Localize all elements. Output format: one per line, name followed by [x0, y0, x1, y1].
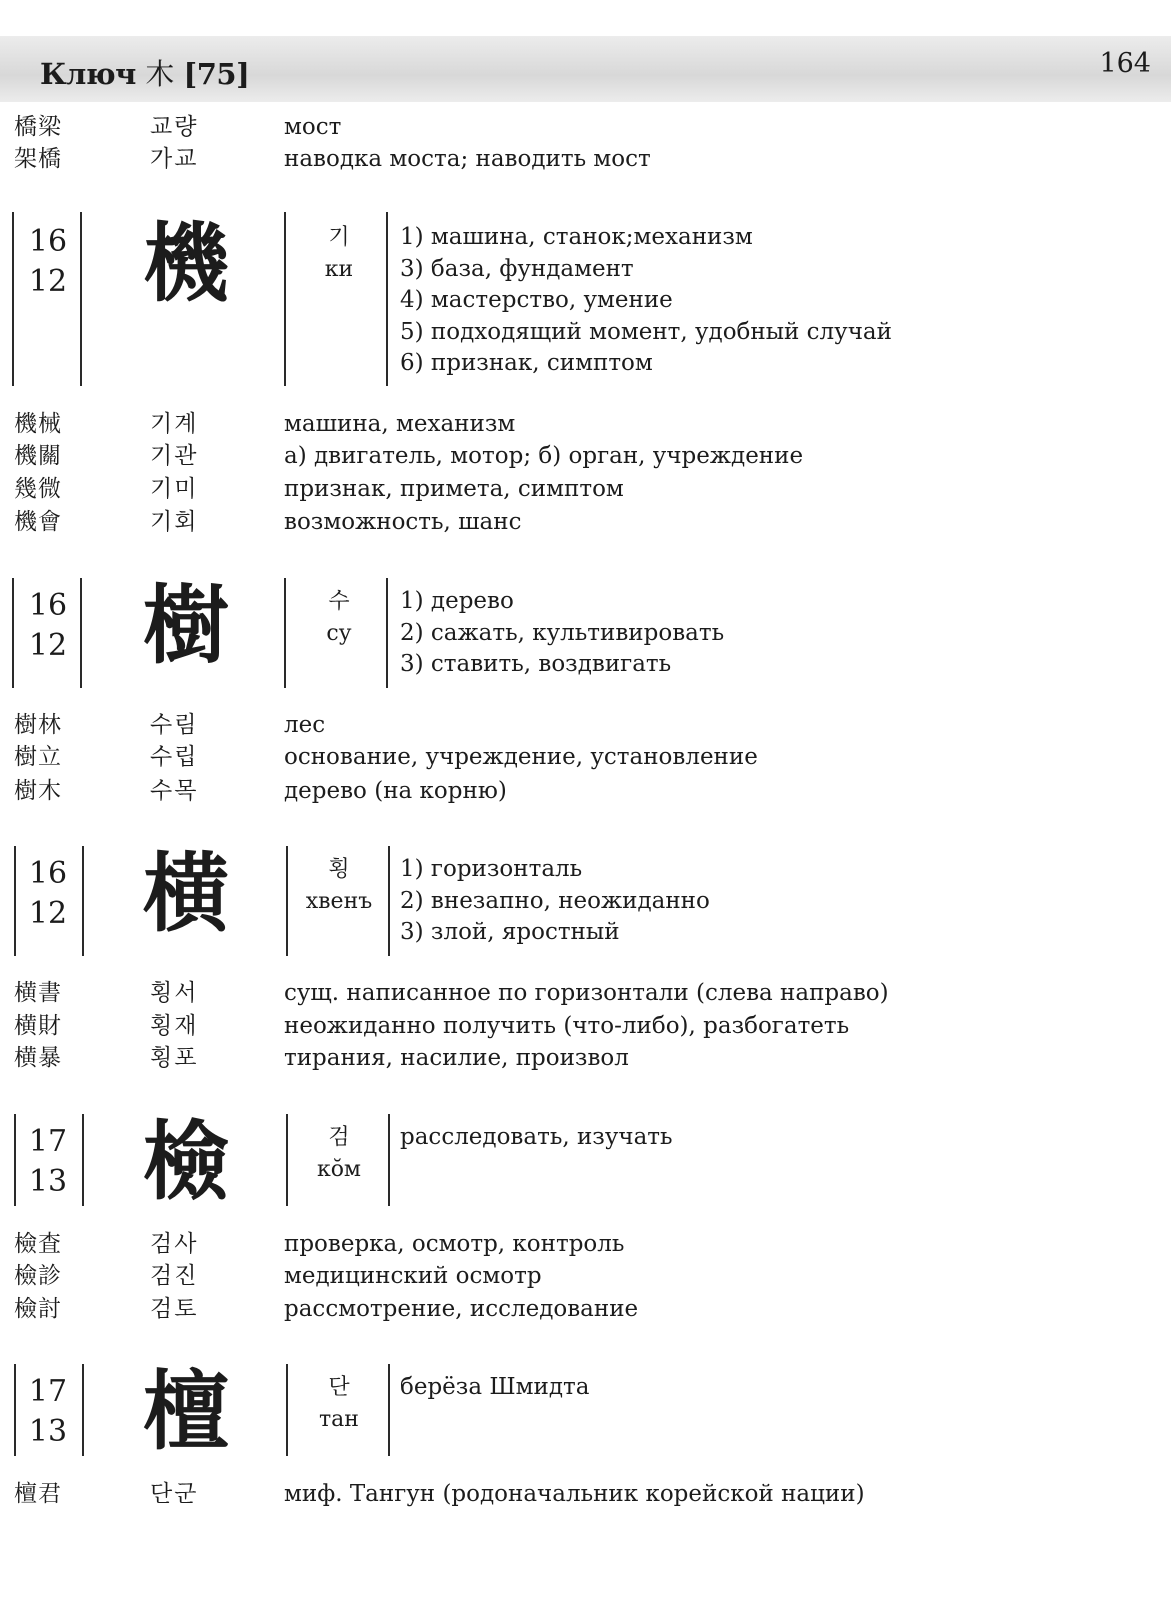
page-header: [0, 36, 1171, 102]
extra-strokes: 12: [28, 628, 68, 663]
compound-translation: основание, учреждение, установление: [284, 744, 758, 770]
compound-translation: неожиданно получить (что-либо), разбогатеть: [284, 1013, 850, 1039]
compound-hangul: 기회: [150, 509, 199, 535]
head-character: 檀: [143, 1362, 229, 1462]
divider: [80, 212, 82, 386]
extra-strokes: 12: [28, 264, 68, 299]
divider: [284, 212, 286, 386]
divider: [82, 1364, 84, 1456]
character-entry: [0, 1112, 1171, 1212]
extra-strokes: 13: [28, 1414, 68, 1449]
reading-cyrillic: кŏм: [316, 1157, 362, 1182]
head-character: 檢: [143, 1112, 229, 1212]
divider: [14, 1364, 16, 1456]
compound-hangul: 검진: [150, 1263, 199, 1289]
compound-hangul: 기관: [150, 443, 199, 469]
meaning-item: 3) ставить, воздвигать: [400, 651, 672, 677]
compound-hangul: 수림: [150, 712, 199, 738]
reading-hangul: 수: [328, 589, 350, 614]
divider: [386, 578, 388, 688]
divider: [284, 578, 286, 688]
reading-cyrillic: су: [326, 621, 352, 646]
meaning-item: 1) машина, станок;механизм: [400, 224, 753, 250]
reading-hangul: 검: [328, 1125, 350, 1150]
compound-hangul: 횡포: [150, 1045, 199, 1071]
meanings-list: [400, 1122, 673, 1154]
divider: [386, 212, 388, 386]
meanings-list: [400, 854, 710, 949]
divider: [82, 1114, 84, 1206]
meaning-item: расследовать, изучать: [400, 1124, 673, 1150]
compound-translation: тирания, насилие, произвол: [284, 1045, 629, 1071]
compound-hanja: 横財: [14, 1013, 62, 1039]
divider: [14, 1114, 16, 1206]
compound-hanja: 橋梁: [14, 114, 62, 140]
compound-translation: сущ. написанное по горизонтали (слева направо): [284, 980, 889, 1006]
compound-translation: возможность, шанс: [284, 509, 522, 535]
character-entry: [0, 578, 1171, 690]
total-strokes: 17: [28, 1124, 68, 1159]
meaning-item: берёза Шмидта: [400, 1374, 590, 1400]
compound-hanja: 幾微: [14, 476, 62, 502]
character-entry: [0, 212, 1171, 390]
divider: [286, 1114, 288, 1206]
compound-hangul: 수립: [150, 744, 199, 770]
meaning-item: 6) признак, симптом: [400, 350, 653, 376]
divider: [80, 578, 82, 688]
reading-hangul: 단: [328, 1375, 350, 1400]
compound-hangul: 기미: [150, 476, 199, 502]
meanings-list: [400, 222, 892, 380]
meaning-item: 5) подходящий момент, удобный случай: [400, 318, 892, 345]
compound-hanja: 檀君: [14, 1481, 62, 1507]
compound-translation: машина, механизм: [284, 411, 516, 437]
reading-hangul: 횡: [328, 857, 350, 882]
compound-hanja: 機關: [14, 443, 62, 469]
page-number: 164: [1099, 48, 1151, 79]
divider: [388, 1114, 390, 1206]
divider: [12, 212, 14, 386]
meaning-item: 4) мастерство, умение: [400, 287, 673, 313]
meaning-item: 1) дерево: [400, 588, 514, 614]
compound-hanja: 檢査: [14, 1231, 62, 1257]
extra-strokes: 13: [28, 1164, 68, 1199]
total-strokes: 17: [28, 1374, 68, 1409]
compound-hangul: 수목: [150, 778, 199, 804]
compound-hanja: 機械: [14, 411, 62, 437]
compound-hanja: 樹立: [14, 744, 62, 770]
reading: [296, 586, 382, 650]
extra-strokes: 12: [28, 896, 68, 931]
compound-hanja: 樹木: [14, 778, 62, 804]
compound-hangul: 가교: [150, 146, 199, 172]
compound-translation: миф. Тангун (родоначальник корейской нации): [284, 1481, 865, 1507]
compound-translation: а) двигатель, мотор; б) орган, учреждение: [284, 443, 804, 469]
total-strokes: 16: [28, 856, 68, 891]
compound-translation: дерево (на корню): [284, 778, 507, 804]
compound-hanja: 架橋: [14, 146, 62, 172]
reading-cyrillic: тан: [319, 1407, 359, 1432]
character-entry: [0, 1362, 1171, 1462]
total-strokes: 16: [28, 588, 68, 623]
divider: [82, 846, 84, 956]
meaning-item: 1) горизонталь: [400, 856, 583, 882]
compound-hanja: 檢討: [14, 1296, 62, 1322]
reading-cyrillic: хвенъ: [305, 889, 373, 914]
compound-hanja: 機會: [14, 509, 62, 535]
reading: [296, 1122, 382, 1186]
reading: [296, 854, 382, 918]
meanings-list: [400, 1372, 589, 1404]
meaning-item: 2) сажать, культивировать: [400, 619, 725, 646]
compound-hanja: 横書: [14, 980, 62, 1006]
reading-cyrillic: ки: [324, 257, 354, 282]
compound-hangul: 교량: [150, 114, 199, 140]
compound-hanja: 横暴: [14, 1045, 62, 1071]
compound-translation: проверка, осмотр, контроль: [284, 1231, 625, 1257]
compound-hangul: 단군: [150, 1481, 199, 1507]
head-character: 横: [143, 844, 229, 944]
compound-translation: наводка моста; наводить мост: [284, 146, 651, 172]
compound-translation: рассмотрение, исследование: [284, 1296, 639, 1322]
divider: [388, 1364, 390, 1456]
compound-translation: лес: [284, 712, 326, 738]
compound-hangul: 횡재: [150, 1013, 199, 1039]
meaning-item: 3) злой, яростный: [400, 919, 620, 945]
compound-hanja: 樹林: [14, 712, 62, 738]
compound-translation: мост: [284, 114, 342, 140]
compound-hangul: 검사: [150, 1231, 199, 1257]
compound-hangul: 기계: [150, 411, 199, 437]
meanings-list: [400, 586, 724, 681]
meaning-item: 3) база, фундамент: [400, 255, 634, 282]
reading: [296, 1372, 382, 1436]
meaning-item: 2) внезапно, неожиданно: [400, 887, 710, 914]
compound-hanja: 檢診: [14, 1263, 62, 1289]
compound-translation: признак, примета, симптом: [284, 476, 624, 502]
head-character: 機: [143, 214, 229, 314]
compound-hangul: 검토: [150, 1296, 199, 1322]
divider: [286, 1364, 288, 1456]
character-entry: [0, 846, 1171, 958]
compound-hangul: 횡서: [150, 980, 199, 1006]
compound-translation: медицинский осмотр: [284, 1263, 542, 1289]
divider: [286, 846, 288, 956]
radical-number: [75]: [183, 57, 250, 91]
divider: [12, 578, 14, 688]
total-strokes: 16: [28, 224, 68, 259]
reading-hangul: 기: [328, 225, 350, 250]
section-title: [40, 52, 249, 93]
reading: [296, 222, 382, 286]
title-prefix: Ключ: [40, 57, 136, 91]
head-character: 樹: [143, 576, 229, 676]
radical-character: 木: [145, 57, 174, 91]
divider: [388, 846, 390, 956]
divider: [14, 846, 16, 956]
